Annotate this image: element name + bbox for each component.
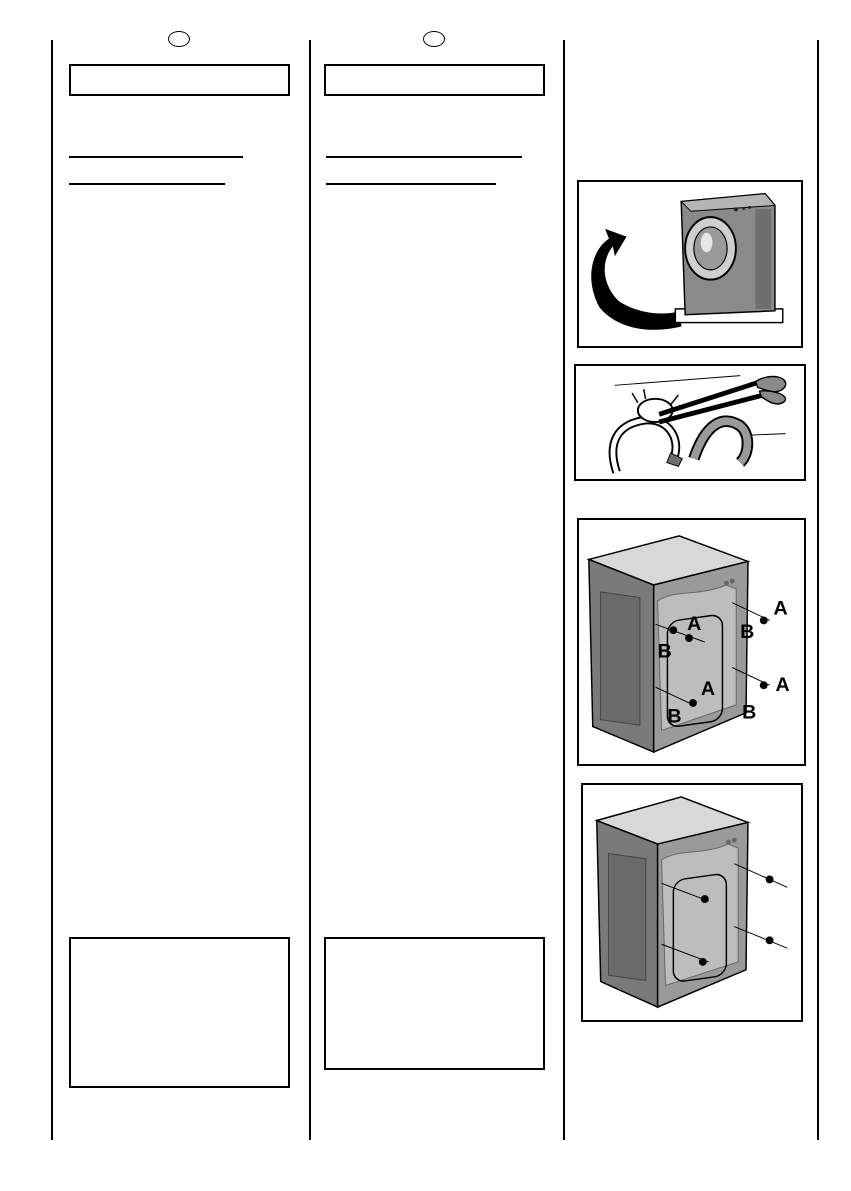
rear-panel-transit-bolts-icon (579, 520, 804, 764)
heading-underline-left-2 (69, 183, 225, 185)
column-rule-left (51, 40, 53, 1140)
rear-panel-transit-bolts-plain-icon (583, 785, 801, 1020)
bolt-label-a-1: A (687, 613, 702, 636)
heading-underline-left-1 (69, 156, 243, 158)
bolt-label-a-2: A (700, 678, 716, 701)
language-badge-left (168, 31, 190, 47)
column-rule-mid-left (309, 40, 311, 1140)
note-box-left (69, 937, 290, 1088)
figure-rear-bolts-labeled (577, 518, 806, 766)
column-rule-mid-right (563, 40, 565, 1140)
column-rule-right (817, 40, 819, 1140)
section-title-box-middle (324, 64, 545, 96)
note-box-middle (324, 937, 545, 1070)
language-badge-middle (423, 31, 445, 47)
figure-lift-machine (577, 180, 803, 348)
bolt-label-a-4: A (775, 674, 790, 697)
bolt-label-b-4: B (742, 701, 757, 724)
bolt-label-b-3: B (740, 621, 755, 644)
figure-rear-bolts (581, 783, 803, 1022)
figure-pliers-hose (574, 364, 806, 481)
bolt-label-a-3: A (773, 597, 788, 620)
heading-underline-middle-1 (326, 156, 522, 158)
pliers-removing-hose-clip-icon (576, 366, 804, 479)
section-title-box-left (69, 64, 290, 96)
bolt-label-b-2: B (667, 705, 682, 728)
heading-underline-middle-2 (326, 183, 496, 185)
bolt-label-b-1: B (657, 640, 672, 663)
washing-machine-lift-arrow-icon (579, 182, 801, 346)
